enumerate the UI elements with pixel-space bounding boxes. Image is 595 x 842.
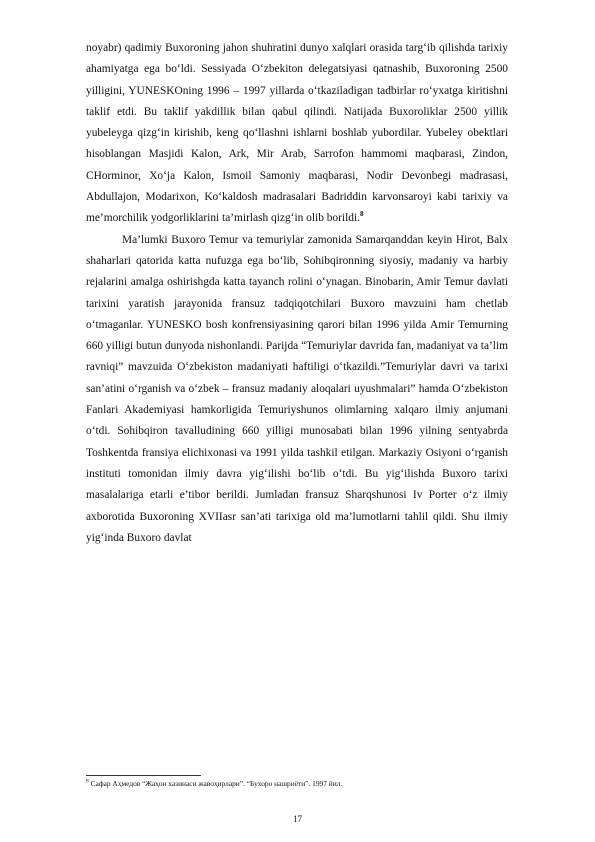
footnote [86,779,508,789]
paragraph-1-text: noyabr) qadimiy Buxoroning jahon shuhratini dunyo xalqlari orasida targ‘ib qilishda tarixiy ahamiyatga ega bo‘ldi. Sessiyada O‘zbekiton delegatsiyasi qatnashib, Buxoroning 2500 yilligini, YUNESKOning 1996 – 1997 yillarda o‘tkaziladigan tadbirlar ro‘yxatga kiritishni taklif etdi. Bu taklif yakdillik bilan qabul qilindi. Natijada Buxoroliklar 2500 yillik yubeleyga qizg‘in kirishib, keng qo‘llashni ishlarni boshlab yubordilar. Yubeley obektlari hisoblangan Masjidi Kalon, Ark, Mir Arab, Sarrofon hammomi maqbarasi, Zindon, CHorminor, Xo‘ja Kalon, Ismoil Samoniy maqbarasi, Nodir Devonbegi madrasasi, Abdullajon, Modarixon, Ko‘kaldosh madrasalari Badriddin karvonsaroyi kabi tarixiy va me’morchilik yodgorliklarini ta’mirlash qizg‘in olib borildi. [86,42,508,225]
footnote-separator [86,775,201,776]
footnote-number: 8 [86,779,89,785]
paragraph-2-text: Ma’lumki Buxoro Temur va temuriylar zamonida Samarqanddan keyin Hirot, Balx shaharlari qatorida katta nufuzga ega bo‘lib, Sohibqironning siyosiy, madaniy va harbiy rejalarini amalga oshirishgda katta tayanch rolini o‘ynagan. Binobarin, Amir Temur davlati tarixini yaratish jarayonida fransuz tadqiqotchilari Buxoro mavzuini ham chetlab o‘tmaganlar. YUNESKO bosh konfrensiyasining qarori bilan 1996 yilda Amir Temurning 660 yilligi butun dunyoda nishonlandi. Parijda “Temuriylar davrida fan, madaniyat va ta’lim ravniqi” mavzuida O‘zbekiston madaniyati haftiligi o‘tkazildi.”Temuriylar davri va tarixi san’atini o‘rganish va o‘zbek – fransuz madaniy aloqalari uyushmalari” hamda O‘zbekiston Fanlari Akademiyasi hamkorligida Temuriyshunos olimlarning xalqaro ilmiy anjumani o‘tdi. Sohibqiron tavalludining 660 yilligi munosabati bilan 1996 yilning sentyabrda Toshkentda fransiya elichixonasi va 1991 yilda tashkil etilgan. Markaziy Osiyoni o‘rganish instituti tomonidan ilmiy davra yig‘ilishi bo‘lib o‘tdi. Bu yig‘ilishda Buxoro tarixi masalalariga etarli e’tibor berildi. Jumladan fransuz Sharqshunosi Iv Porter o‘z ilmiy axborotida Buxoroning XVIIasr san’ati tarixiga old ma’lumotlarni tahlil qildi. Shu ilmiy yig‘inda Buxoro davlat [86,233,508,544]
paragraph-2 [86,230,508,549]
paragraph-1 [86,38,508,230]
footnote-reference[interactable]: 8 [359,210,364,219]
page-number: 17 [293,814,302,824]
page-body [86,38,508,549]
footnote-text: Сафар Аҳмедов “Жаҳон хазинаси жавоҳирлари”. “Бухоро нашриёти”. 1997 йил. [90,779,343,788]
